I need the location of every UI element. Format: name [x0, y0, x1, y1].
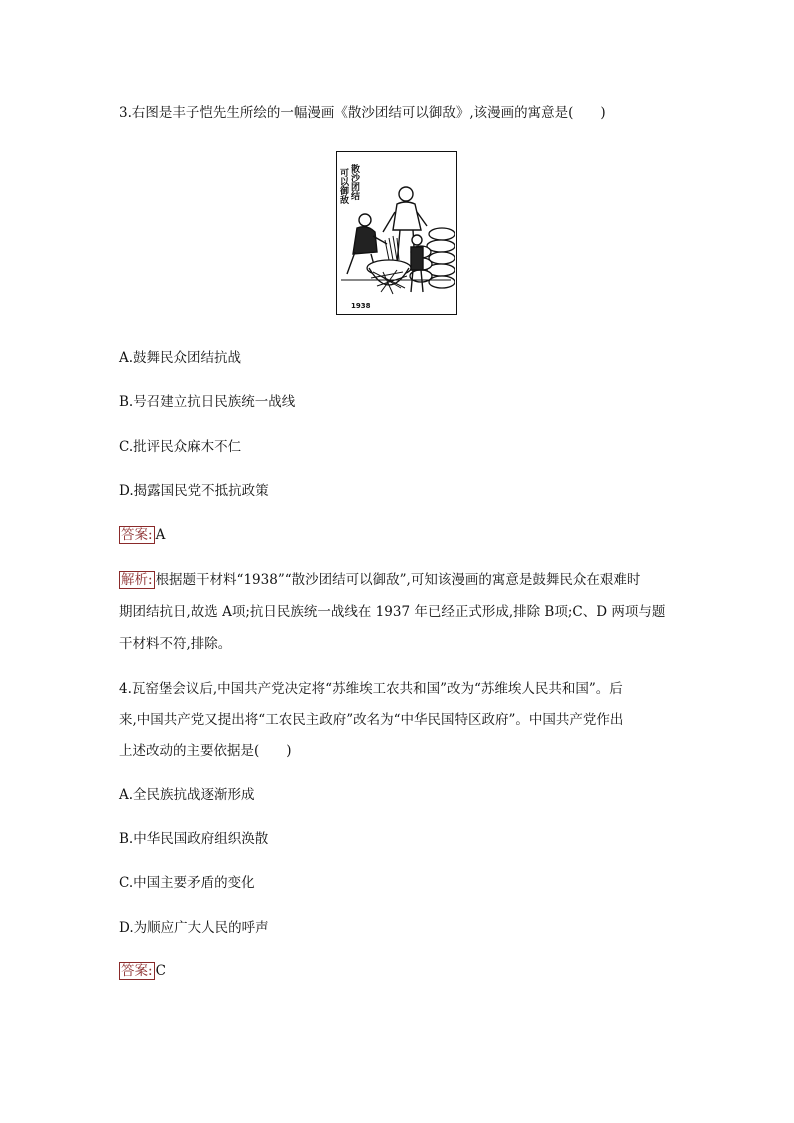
question-4-stem-line-3: 上述改动的主要依据是( )	[119, 743, 292, 759]
q3-option-d: D.揭露国民党不抵抗政策	[119, 483, 269, 499]
svg-text:可以御敌: 可以御敌	[338, 168, 348, 204]
answer-label: 答案:	[121, 527, 153, 543]
cartoon-image	[336, 151, 457, 315]
inscription-calligraphy	[338, 163, 360, 205]
analysis-label: 解析:	[121, 572, 153, 588]
question-4-stem-line-1: 4.瓦窑堡会议后,中国共产党决定将“苏维埃工农共和国”改为“苏维埃人民共和国”。后	[119, 681, 623, 697]
q3-answer	[119, 526, 165, 544]
analysis-text: 根据题干材料“1938”“散沙团结可以御敌”,可知该漫画的寓意是鼓舞民众在艰难时	[155, 572, 641, 588]
q3-analysis-line-3: 干材料不符,排除。	[119, 636, 232, 652]
q4-option-c: C.中国主要矛盾的变化	[119, 875, 255, 891]
question-4-stem-line-2: 来,中国共产党又提出将“工农民主政府”改名为“中华民国特区政府”。中国共产党作出	[119, 712, 624, 728]
q4-option-a: A.全民族抗战逐渐形成	[119, 787, 255, 803]
question-3-stem: 3.右图是丰子恺先生所绘的一幅漫画《散沙团结可以御敌》,该漫画的寓意是( )	[119, 105, 606, 121]
q3-option-c: C.批评民众麻木不仁	[119, 439, 242, 455]
child-figure-drawing	[411, 235, 423, 292]
q4-answer	[119, 962, 166, 980]
answer-value: C	[155, 963, 166, 979]
answer-label: 答案:	[121, 963, 153, 979]
q4-option-d: D.为顺应广大人民的呼声	[119, 920, 269, 936]
q3-option-b: B.号召建立抗日民族统一战线	[119, 394, 296, 410]
q3-analysis-line-1	[119, 571, 640, 589]
answer-value: A	[155, 527, 166, 543]
q4-option-b: B.中华民国政府组织涣散	[119, 831, 269, 847]
cartoon-year-label: 1938	[351, 302, 371, 310]
q3-analysis-line-2: 期团结抗日,故选 A项;抗日民族统一战线在 1937 年已经正式形成,排除 B项;C、D 两项与题	[119, 604, 666, 620]
svg-text:散沙团结: 散沙团结	[349, 164, 359, 200]
q3-option-a: A.鼓舞民众团结抗战	[119, 350, 242, 366]
